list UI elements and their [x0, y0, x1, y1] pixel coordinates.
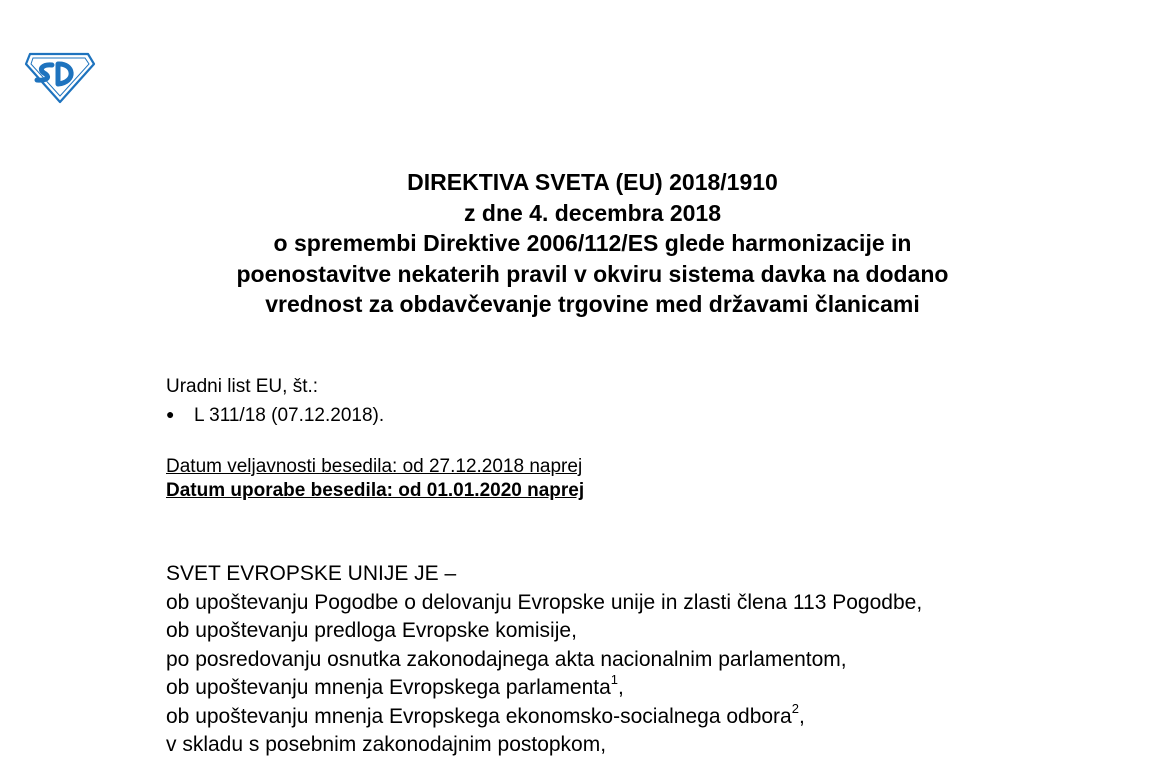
- preamble-line: [166, 674, 922, 703]
- official-journal-reference: L 311/18 (07.12.2018).: [194, 405, 385, 426]
- title-line-1: DIREKTIVA SVETA (EU) 2018/1910: [407, 169, 778, 195]
- title-line-5: vrednost za obdavčevanje trgovine med državami članicami: [265, 291, 920, 317]
- title-line-2: z dne 4. decembra 2018: [464, 199, 721, 226]
- preamble-line: ob upoštevanju predloga Evropske komisije,: [166, 619, 577, 642]
- title-line-3: o spremembi Direktive 2006/112/ES glede harmonizacije in: [273, 230, 912, 256]
- preamble: [166, 560, 922, 760]
- preamble-line-punct: ,: [618, 676, 624, 699]
- preamble-line: [166, 700, 922, 732]
- title-line-4: poenostavitve nekaterih pravil v okviru sistema davka na dodano: [236, 260, 949, 287]
- application-date-link[interactable]: Datum uporabe besedila: od 01.01.2020 naprej: [166, 480, 585, 501]
- sd-shield-logo-icon: [22, 50, 96, 104]
- preamble-line: SVET EVROPSKE UNIJE JE –: [166, 562, 457, 585]
- footnote-ref-1[interactable]: 1: [610, 672, 619, 687]
- preamble-line: ob upoštevanju Pogodbe o delovanju Evropske unije in zlasti člena 113 Pogodbe,: [166, 590, 923, 614]
- preamble-line-punct: ,: [798, 704, 805, 728]
- directive-title: [150, 167, 1035, 320]
- preamble-line: po posredovanju osnutka zakonodajnega akta nacionalnim parlamentom,: [166, 647, 847, 671]
- preamble-line-text: ob upoštevanju mnenja Evropskega ekonomsko-socialnega odbora: [166, 704, 792, 728]
- official-journal-item: [166, 403, 384, 427]
- preamble-line: v skladu s posebnim zakonodajnim postopkom,: [166, 733, 607, 756]
- official-journal-label: Uradni list EU, št.:: [166, 376, 319, 397]
- bullet-icon: ●: [166, 406, 175, 422]
- preamble-line-text: ob upoštevanju mnenja Evropskega parlamenta: [166, 676, 611, 699]
- validity-date-link[interactable]: Datum veljavnosti besedila: od 27.12.2018 naprej: [166, 456, 583, 477]
- footnote-ref-2[interactable]: 2: [791, 700, 799, 716]
